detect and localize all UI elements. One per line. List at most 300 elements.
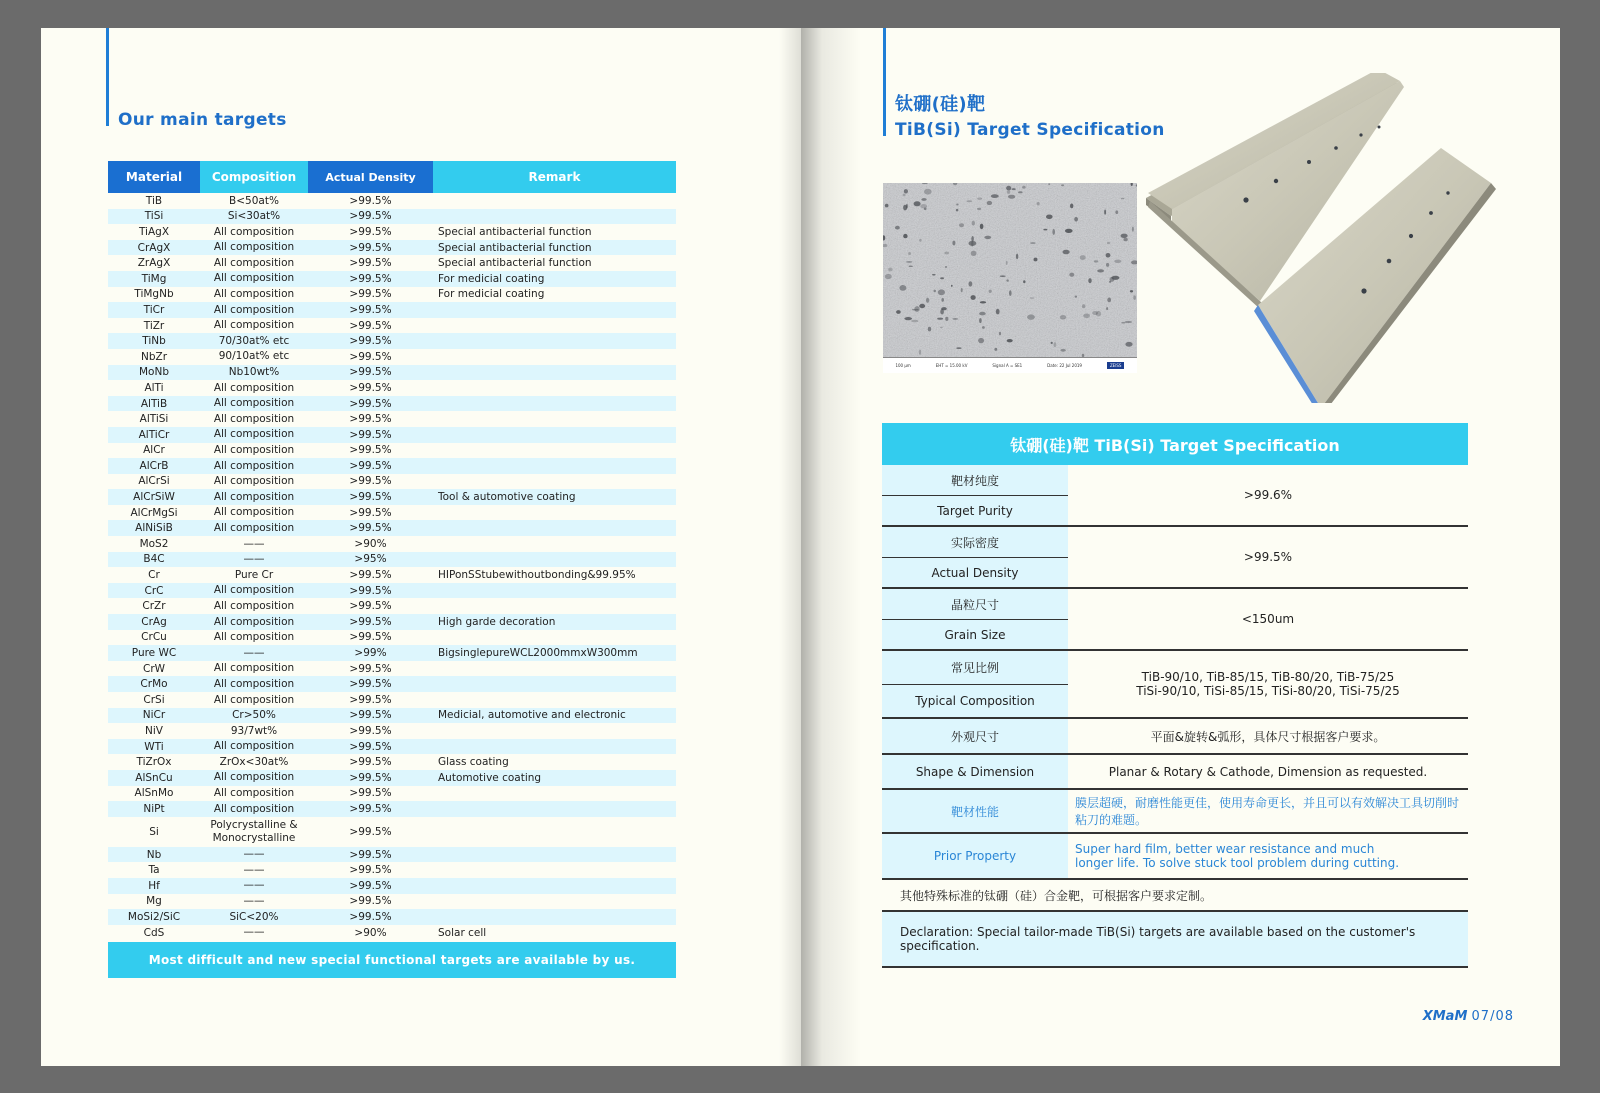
table-row <box>108 271 676 287</box>
accent-bar <box>883 28 886 136</box>
cell-composition: All composition <box>213 662 295 675</box>
grain-particle <box>1000 275 1006 277</box>
table-row <box>108 692 676 708</box>
table-row <box>108 411 676 427</box>
spec-label-en: Prior Property <box>933 849 1017 863</box>
grain-particle <box>1133 295 1136 299</box>
cell-density: >99.5% <box>349 569 392 582</box>
cell-material: TiMg <box>141 272 167 285</box>
cell-composition: All composition <box>213 615 295 628</box>
cell-material: CdS <box>143 926 165 939</box>
caption-logo: ZEISS <box>1107 362 1125 369</box>
cell-material: AlCrSi <box>138 475 170 488</box>
cell-remark <box>433 349 676 365</box>
cell-remark: High garde decoration <box>438 615 556 628</box>
spec-label-cn: 晶粒尺寸 <box>950 597 999 612</box>
cell-remark <box>433 878 676 894</box>
cell-material: Hf <box>148 879 160 892</box>
cell-remark <box>433 583 676 599</box>
cell-composition: B<50at% <box>229 194 279 207</box>
grain-particle <box>1012 188 1016 190</box>
grain-particle <box>941 298 944 302</box>
cell-density: >99.5% <box>349 506 392 519</box>
grain-particle <box>904 189 908 193</box>
cell-density: >99.5% <box>349 272 392 285</box>
table-row <box>108 443 676 459</box>
grain-particle <box>940 277 944 279</box>
grain-particle <box>1074 217 1078 222</box>
spec-label-en: Actual Density <box>882 557 1068 587</box>
cell-density: >99.5% <box>349 678 392 691</box>
cell-density: >99% <box>354 647 387 660</box>
cell-density: >99.5% <box>349 771 392 784</box>
cell-composition: Polycrystalline & Monocrystalline <box>210 819 298 844</box>
spec-row <box>882 465 1468 527</box>
cell-material: CrZr <box>142 600 166 613</box>
cell-composition: All composition <box>213 459 295 472</box>
cell-density: >99.5% <box>349 693 392 706</box>
grain-particle <box>920 204 927 208</box>
grain-particle <box>909 266 913 267</box>
cell-material: CrMo <box>140 678 168 691</box>
grain-particle <box>1123 238 1127 242</box>
cell-density: >99.5% <box>349 210 392 223</box>
cell-density: >99.5% <box>349 350 392 363</box>
cell-material: AlTiB <box>140 397 168 410</box>
table-row <box>108 583 676 599</box>
spec-label-en: Grain Size <box>882 619 1068 649</box>
cell-composition: All composition <box>213 584 295 597</box>
table-footer: Most difficult and new special functional targets are available by us. <box>108 942 676 978</box>
cell-density: >99.5% <box>349 879 392 892</box>
cell-remark: Medicial, automotive and electronic <box>438 709 626 722</box>
grain-particle <box>1094 260 1098 262</box>
cell-material: TiSi <box>144 210 164 223</box>
grain-particle <box>961 288 963 292</box>
grain-particle <box>977 198 982 200</box>
cell-remark <box>433 894 676 910</box>
grain-particle <box>994 348 997 351</box>
table-row <box>108 536 676 552</box>
page-folio <box>1423 1009 1514 1024</box>
spec-label-cn: 外观尺寸 <box>950 729 999 744</box>
cell-material: CrAgX <box>137 241 171 254</box>
cell-density: >99.5% <box>349 724 392 737</box>
spec-note-en: Declaration: Special tailor-made TiB(Si) targets are available based on the customer's specification. <box>882 912 1468 968</box>
cell-material: MoNb <box>138 366 169 379</box>
cell-composition: All composition <box>213 693 295 706</box>
cell-composition: —— <box>243 895 265 908</box>
grain-particle <box>1037 202 1040 205</box>
cell-material: MoS2 <box>139 537 169 550</box>
cell-density: >99.5% <box>349 319 392 332</box>
grain-particle <box>885 274 892 279</box>
spec-value <box>1068 651 1468 717</box>
grain-particle <box>1063 250 1070 255</box>
table-row <box>108 708 676 724</box>
cell-material: NiPt <box>143 802 165 815</box>
cell-material: B4C <box>143 553 165 566</box>
grain-particle <box>1008 195 1015 199</box>
page-title-cn: 钛硼(硅)靶 <box>895 94 986 115</box>
grain-particle <box>1060 315 1066 320</box>
cell-composition: Si<30at% <box>227 210 281 223</box>
table-row <box>108 505 676 521</box>
grain-particle <box>914 306 919 312</box>
cell-density: >99.5% <box>349 194 392 207</box>
cell-remark: Solar cell <box>438 926 487 939</box>
grain-particle <box>1069 273 1074 277</box>
cell-composition: —— <box>243 863 265 876</box>
cell-remark <box>433 209 676 225</box>
cell-density: >99.5% <box>349 225 392 238</box>
table-row <box>108 894 676 910</box>
spec-label-cn: 靶材性能 <box>950 804 999 819</box>
cell-density: >99.5% <box>349 491 392 504</box>
spec-note-cn: 其他特殊标准的钛硼（硅）合金靶，可根据客户要求定制。 <box>882 880 1468 912</box>
cell-remark <box>433 458 676 474</box>
cell-composition: All composition <box>213 631 295 644</box>
cell-remark: For medicial coating <box>438 272 545 285</box>
cell-density: >99.5% <box>349 397 392 410</box>
grain-particle <box>1132 227 1134 232</box>
cell-material: MoSi2/SiC <box>127 910 181 923</box>
spec-value: Planar & Rotary & Cathode, Dimension as requested. <box>1068 755 1468 788</box>
caption-signal: Signal A = SE1 <box>992 363 1023 368</box>
spec-row-shape-cn <box>882 719 1468 755</box>
cell-material: TiMgNb <box>134 288 174 301</box>
header-density: Actual Density <box>308 161 433 193</box>
cell-density: >99.5% <box>349 428 392 441</box>
grain-particle <box>926 298 929 303</box>
cell-remark <box>433 552 676 568</box>
grain-particle <box>1006 186 1011 191</box>
cell-composition: All composition <box>213 241 295 254</box>
cell-density: >99.5% <box>349 288 392 301</box>
grain-particle <box>888 268 892 272</box>
cell-density: >99.5% <box>349 335 392 348</box>
grain-particle <box>1065 229 1073 233</box>
cell-remark <box>433 427 676 443</box>
cell-composition: All composition <box>213 397 295 410</box>
spec-label-cn: 常见比例 <box>950 661 999 675</box>
table-row <box>108 489 676 505</box>
cell-composition: All composition <box>213 521 295 534</box>
grain-particle <box>980 224 984 230</box>
cell-remark: Special antibacterial function <box>438 225 592 238</box>
grain-particle <box>1043 229 1047 231</box>
table-row <box>108 209 676 225</box>
grain-particle <box>1007 339 1013 342</box>
cell-remark: Tool & automotive coating <box>438 491 576 504</box>
cell-density: >90% <box>354 926 387 939</box>
spec-value: Super hard film, better wear resistance and much longer life. To solve stuck tool problem during cutting. <box>1068 834 1468 878</box>
cell-material: Pure WC <box>131 647 177 660</box>
grain-particle <box>911 320 918 322</box>
cell-density: >99.5% <box>349 459 392 472</box>
spec-label-en: Target Purity <box>882 495 1068 525</box>
grain-particle <box>952 318 958 320</box>
cell-material: AlCrSiW <box>133 491 175 504</box>
cell-composition: All composition <box>213 490 295 503</box>
cell-remark <box>433 786 676 802</box>
grain-particle <box>906 204 908 209</box>
spec-value: >99.6% <box>1068 465 1468 525</box>
table-row <box>108 847 676 863</box>
cell-remark <box>433 302 676 318</box>
table-row <box>108 739 676 755</box>
cell-material: CrCu <box>141 631 167 644</box>
micrograph-caption <box>883 357 1137 373</box>
grain-particle <box>945 266 947 268</box>
cell-density: >99.5% <box>349 584 392 597</box>
cell-remark <box>433 380 676 396</box>
page-title-en: TiB(Si) Target Specification <box>895 120 1165 140</box>
table-row <box>108 458 676 474</box>
grain-particle <box>989 290 992 293</box>
cell-remark <box>433 520 676 536</box>
grain-particle <box>987 201 992 205</box>
table-row <box>108 614 676 630</box>
cell-composition: 93/7wt% <box>230 724 278 737</box>
grain-particle <box>899 285 906 291</box>
cell-composition: —— <box>243 537 265 550</box>
cell-density: >99.5% <box>349 366 392 379</box>
grain-particle <box>906 261 912 263</box>
spec-label-en: Typical Composition <box>882 684 1068 717</box>
grain-particle <box>903 194 906 197</box>
cell-density: >99.5% <box>349 756 392 769</box>
grain-particle <box>1130 290 1133 292</box>
spec-label-cn: 靶材纯度 <box>950 473 999 488</box>
cell-density: >99.5% <box>349 444 392 457</box>
table-row <box>108 365 676 381</box>
grain-particle <box>999 332 1001 336</box>
cell-material: TiAgX <box>138 225 170 238</box>
cell-remark <box>433 739 676 755</box>
cell-composition: All composition <box>213 288 295 301</box>
grain-particle <box>904 317 912 320</box>
cell-composition: All composition <box>213 740 295 753</box>
cell-material: CrC <box>144 584 164 597</box>
cell-material: AlSnMo <box>134 787 174 800</box>
grain-particle <box>1107 242 1110 244</box>
cell-material: AlCr <box>143 444 165 457</box>
cell-remark <box>433 411 676 427</box>
cell-composition: All composition <box>213 599 295 612</box>
cell-density: >99.5% <box>349 662 392 675</box>
cell-composition: ZrOx<30at% <box>219 755 289 768</box>
grain-particle <box>1070 204 1073 209</box>
cell-material: Nb <box>146 848 162 861</box>
grain-particle <box>1060 349 1065 352</box>
cell-material: NiV <box>145 724 163 737</box>
grain-particle <box>1006 279 1008 281</box>
grain-particle <box>1016 254 1018 260</box>
table-row <box>108 193 676 209</box>
grain-particle <box>969 281 973 286</box>
cell-density: >95% <box>354 553 387 566</box>
grain-particle <box>934 290 936 293</box>
grain-particle <box>959 223 964 227</box>
cell-remark <box>433 536 676 552</box>
grain-particle <box>1009 290 1012 296</box>
table-row <box>108 287 676 303</box>
grain-particle <box>896 310 901 314</box>
grain-particle <box>980 301 986 303</box>
grain-particle <box>1034 258 1038 262</box>
cell-material: ZrAgX <box>137 257 171 270</box>
grain-particle <box>1061 184 1064 186</box>
grain-particle <box>1082 304 1085 308</box>
grain-particle <box>1114 260 1121 263</box>
caption-scale: 100 μm <box>895 363 911 368</box>
spec-value: 膜层超硬，耐磨性能更佳，使用寿命更长，并且可以有效解决工具切削时粘刀的难题。 <box>1068 790 1468 832</box>
cell-material: AlTi <box>144 381 164 394</box>
cell-density: >99.5% <box>349 631 392 644</box>
caption-eht: EHT = 15.00 kV <box>935 363 968 368</box>
cell-remark <box>433 909 676 925</box>
cell-composition: All composition <box>213 225 295 238</box>
cell-remark: Special antibacterial function <box>438 241 592 254</box>
grain-particle <box>956 209 958 212</box>
grain-particle <box>982 326 985 329</box>
grain-particle <box>1092 311 1098 315</box>
cell-density: >99.5% <box>349 615 392 628</box>
table-row <box>108 302 676 318</box>
cell-remark <box>433 661 676 677</box>
table-row <box>108 380 676 396</box>
grain-particle <box>1030 242 1036 244</box>
grain-particle <box>938 289 945 295</box>
grain-particle <box>924 189 932 195</box>
cell-remark <box>433 817 676 847</box>
cell-material: NiCr <box>142 709 166 722</box>
cell-density: >99.5% <box>349 381 392 394</box>
cell-remark <box>433 847 676 863</box>
grain-particle <box>956 204 958 206</box>
table-row <box>108 801 676 817</box>
spec-row <box>882 651 1468 719</box>
cell-material: NbZr <box>140 350 168 363</box>
grain-particle <box>1106 263 1109 267</box>
grain-particle <box>1022 186 1026 189</box>
cell-material: CrSi <box>143 693 165 706</box>
grain-particle <box>1027 314 1035 319</box>
cell-composition: —— <box>243 848 265 861</box>
grain-particle <box>945 317 948 321</box>
cell-material: Si <box>149 825 159 838</box>
table-body <box>108 193 676 940</box>
cell-remark <box>433 396 676 412</box>
grain-particle <box>1075 296 1077 298</box>
table-row <box>108 552 676 568</box>
table-row <box>108 333 676 349</box>
cell-material: TiZrOx <box>136 756 172 769</box>
cell-density: >99.5% <box>349 848 392 861</box>
grain-particle <box>1106 307 1108 310</box>
grain-particle <box>1104 210 1106 215</box>
grain-particle <box>903 234 907 238</box>
cell-density: >99.5% <box>349 864 392 877</box>
cell-composition: Pure Cr <box>234 568 274 581</box>
grain-particle <box>1054 342 1057 347</box>
cell-composition: Cr>50% <box>232 709 276 722</box>
grain-particle <box>1106 253 1111 258</box>
cell-density: >90% <box>354 537 387 550</box>
cell-density: >99.5% <box>349 600 392 613</box>
table-row <box>108 630 676 646</box>
cell-material: TiCr <box>143 303 165 316</box>
brand-logo: XMaM <box>1422 1009 1468 1024</box>
cell-material: AlCrB <box>139 459 169 472</box>
grain-particle <box>1023 280 1025 283</box>
table-row <box>108 396 676 412</box>
table-row <box>108 661 676 677</box>
table-row <box>108 786 676 802</box>
cell-remark: HIPonSStubewithoutbonding&99.95% <box>438 569 636 582</box>
header-composition: Composition <box>200 161 308 193</box>
cell-density: >99.5% <box>349 709 392 722</box>
grain-particle <box>1125 321 1133 323</box>
cell-material: CrW <box>142 662 166 675</box>
cell-remark <box>433 443 676 459</box>
grain-particle <box>919 304 925 308</box>
grain-particle <box>1080 255 1086 260</box>
cell-density: >99.5% <box>349 825 392 838</box>
spec-value: 平面&旋转&弧形，具体尺寸根据客户要求。 <box>1068 719 1468 753</box>
cell-remark: Automotive coating <box>438 771 542 784</box>
grain-particle <box>991 194 999 198</box>
cell-material: TiNb <box>142 335 166 348</box>
cell-composition: Nb10wt% <box>228 366 280 379</box>
table-row <box>108 318 676 334</box>
cell-composition: All composition <box>213 771 295 784</box>
grain-particle <box>919 350 921 355</box>
grain-particle <box>908 252 911 255</box>
grain-particle <box>914 201 921 206</box>
target-plates-image <box>1146 73 1501 403</box>
cell-density: >99.5% <box>349 802 392 815</box>
cell-composition: SiC<20% <box>229 910 279 923</box>
cell-remark <box>433 365 676 381</box>
grain-particle <box>956 347 961 349</box>
grain-particle <box>977 208 981 210</box>
table-row <box>108 878 676 894</box>
spec-value-line: TiSi-90/10, TiSi-85/15, TiSi-80/20, TiSi-75/25 <box>1136 684 1400 698</box>
cell-material: Cr <box>148 569 160 582</box>
cell-composition: 90/10at% etc <box>218 350 290 363</box>
cell-remark <box>433 862 676 878</box>
table-row <box>108 817 676 847</box>
grain-particle <box>1051 342 1053 344</box>
cell-remark: BigsinglepureWCL2000mmxW300mm <box>438 647 638 660</box>
cell-composition: All composition <box>213 319 295 332</box>
grain-particle <box>921 198 926 201</box>
grain-particle <box>1030 297 1035 299</box>
cell-composition: —— <box>243 879 265 892</box>
grain-particle <box>1052 229 1055 235</box>
micrograph-texture <box>883 183 1137 357</box>
spec-row-shape-en <box>882 755 1468 790</box>
grain-particle <box>1121 234 1128 238</box>
grain-particle <box>1097 269 1104 272</box>
cell-density: >99.5% <box>349 910 392 923</box>
cell-composition: All composition <box>213 506 295 519</box>
spec-label-cn: 实际密度 <box>950 535 999 550</box>
cell-remark: For medicial coating <box>438 288 545 301</box>
grain-particle <box>895 226 900 230</box>
